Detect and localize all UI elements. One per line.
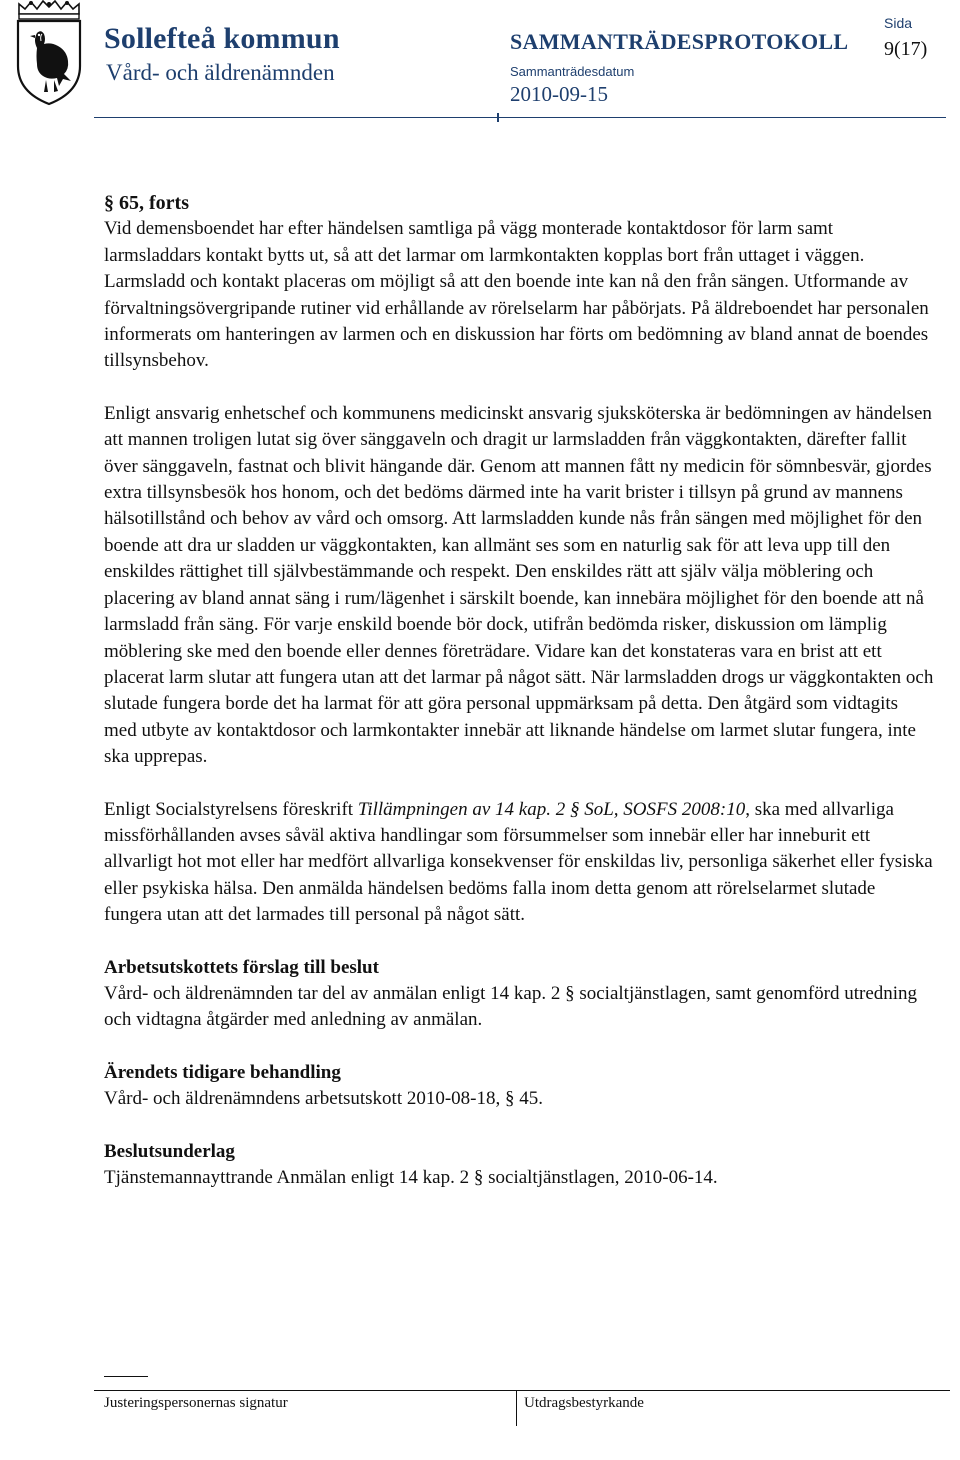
meeting-date: 2010-09-15 — [510, 82, 608, 106]
heading-previous-handling: Ärendets tidigare behandling — [104, 1061, 341, 1083]
end-mark-rule — [104, 1376, 148, 1377]
footer-column-divider — [516, 1390, 517, 1426]
regulation-title: Tillämpningen av 14 kap. 2 § SoL, SOSFS 2008:10 — [357, 798, 746, 820]
heading-decision-basis: Beslutsunderlag — [104, 1140, 235, 1162]
section-title: 65, forts — [114, 192, 189, 214]
meeting-date-label: Sammanträdesdatum — [510, 64, 635, 79]
decision-basis-text: Tjänstemannayttrande Anmälan enligt 14 kap. 2 § socialtjänstlagen, 2010-06-14. — [104, 1167, 718, 1188]
page-label: Sida — [884, 15, 913, 31]
organization-name: Sollefteå kommun — [104, 22, 340, 55]
signature-field-label: Justeringspersonernas signatur — [104, 1395, 288, 1411]
header-divider — [94, 117, 946, 118]
document-type: SAMMANTRÄDESPROTOKOLL — [510, 29, 849, 54]
paragraph-2: Enligt ansvarig enhetschef och kommunens medicinskt ansvarig sjuksköterska är bedömningen av händelsen att mannen troligen lutat sig över sänggaveln och dragit ur larmsladden från väggkontakten, därefter fallit över sänggaveln, fastnat och blivit hängande där. Genom att mannen fått ny medicin för sömnbesvär, gjordes extra tillsynsbesök hos honom, och det bedöms därmed inte ha varit brister i tillsyn på grund av mannens hälsotillstånd och behov av vård och omsorg. Att larmsladden kunde nås från sängen med möjlighet för den boende att dra ur sladden ur väggkontakten, kan allmänt ses som en naturlig sak för att leva upp till den enskildes rättighet till självbestämmande och respekt. Den enskildes rätt att själv välja möblering och placering av bland annat säng i rum/lägenhet i särskilt boende, kan innebära möjlighet för den boende att nå larmsladd från säng. För varje enskild boende bör dock, utifrån bedömda risker, diskussion om lämplig möblering ske med den boende eller dennes företrädare. Vidare kan det konstateras vara en brist att ett placerat larm slutar att fungera utan att det larmar på något sätt. När larmsladden drogs ur väggkontakten och slutade fungera borde det ha larmat för att göra personal uppmärksam på detta. Den åtgärd som vidtagits med utbyte av kontaktdosor och larmkontakter innebär att liknande händelse om larmet slutar fungera, inte ska upprepas. — [104, 402, 934, 768]
certification-field-label: Utdragsbestyrkande — [524, 1395, 644, 1411]
proposal-text: Vård- och äldrenämnden tar del av anmälan enligt 14 kap. 2 § socialtjänstlagen, samt genomförd utredning och vidtagna åtgärder med anledning av anmälan. — [104, 982, 918, 1031]
committee-name: Vård- och äldrenämnden — [106, 60, 335, 85]
page-number: 9(17) — [884, 38, 928, 60]
previous-handling-text: Vård- och äldrenämndens arbetsutskott 2010-08-18, § 45. — [104, 1088, 544, 1110]
paragraph-1: Vid demensboendet har efter händelsen samtliga på vägg monterade kontaktdosor för larm samt larmsladdars kontakt bytts ut, så att det larmar om larmkontakten kopplas bort från uttaget i väggen. Larmsladd och kontakt placeras om möjligt så att den boende inte kan nå den från sängen. Utformande av förvaltningsövergripande rutiner vid erhållande av rörelselarm har påbörjats. På äldreboendet har personalen informerats om hanteringen av larmen och en diskussion har förts om bedömning av bland annat de boendes tillsynsbehov. — [104, 218, 929, 372]
footer-divider — [94, 1390, 950, 1391]
paragraph-3-rest: , ska med allvarliga missförhållanden avses såväl aktiva handlingar som försummelser som innebär eller har inneburit ett allvarligt hot mot eller har medfört allvarliga konsekvenser för enskildas liv, personliga säkerhet eller fysiska eller psykiska hälsa. Den anmälda händelsen bedöms falla inom detta genom att rörelselarmet slutade fungera utan att det larmades till personal på något sätt. — [104, 798, 933, 926]
paragraph-3 — [104, 797, 934, 929]
heading-proposal: Arbetsutskottets förslag till beslut — [104, 956, 379, 978]
section-heading — [104, 190, 934, 216]
paragraph-3-intro: Enligt Socialstyrelsens föreskrift — [104, 798, 358, 820]
coat-of-arms-icon — [13, 0, 85, 106]
section-sign: § — [104, 192, 114, 214]
header-divider-tick — [497, 113, 499, 122]
document-body — [104, 190, 934, 1191]
